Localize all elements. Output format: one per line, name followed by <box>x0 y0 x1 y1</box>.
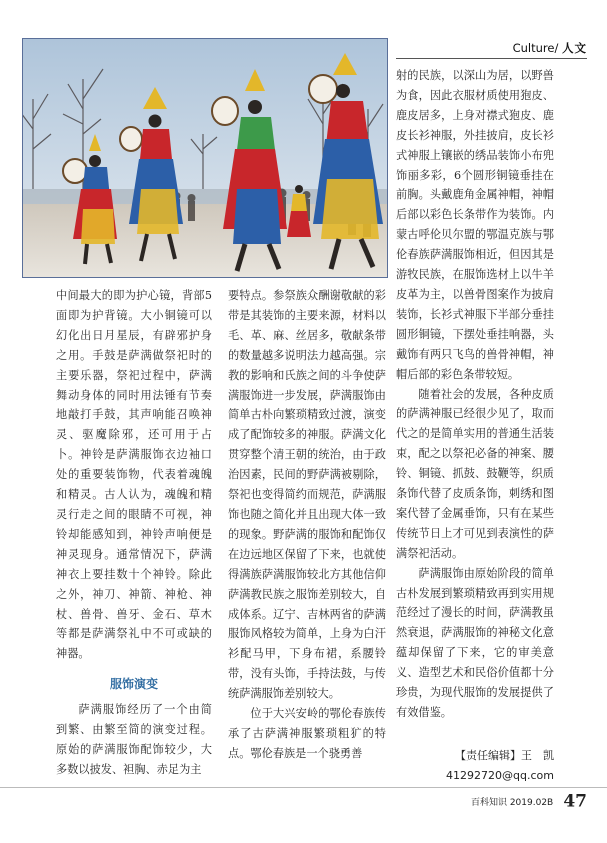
paragraph: 萨满服饰由原始阶段的简单古朴发展到繁琐精致再到实用规范经过了漫长的时间，萨满教虽然衰退，萨满服饰的神秘文化意蕴却保留了下来，它的审美意义、造型艺术和民俗价值都十分珍贵，为现代服饰的发展提供了有效借鉴。 <box>396 566 554 719</box>
page-footer <box>471 791 587 812</box>
editor-label: 【责任编辑】王 凯 <box>455 749 554 762</box>
dance-photo <box>22 38 388 278</box>
editor-email: 41292720@qq.com <box>446 769 554 782</box>
section-tag-chinese: 人文 <box>562 41 587 55</box>
editor-credit <box>396 746 554 786</box>
section-tag <box>513 40 587 56</box>
column-3 <box>396 66 554 723</box>
page-number: 47 <box>563 791 587 812</box>
section-tag-rule <box>396 58 587 59</box>
paragraph: 要特点。参祭族众酬谢敬献的彩带是其装饰的主要来源，材料以毛、革、麻、丝居多，敬献条带的数量越多说明法力越高强。宗教的影响和氏族之间的斗争使萨满服饰进一步发展，萨满服饰由简单古朴向繁琐精致过渡，演变成了配饰较多的神服。萨满文化贯穿整个清王朝的统治，由于政治因素，民间的野萨满被剔除，祭祀也变得简约而规范，萨满服饰也随之简化并且出现大体一致的现象。野萨满的服饰和配饰仅在边远地区保留了下来，也就使得满族萨满服饰较北方其他信仰萨满教民族之服饰差别较大，自成体系。辽宁、吉林两省的萨满服饰风格较为简单，上身为白汗衫配马甲，下身布裙，系腰铃带，没有头饰，手持法鼓，与传统萨满服饰差别较大。 <box>228 289 386 701</box>
paragraph: 萨满服饰经历了一个由简到繁、由繁至简的演变过程。原始的萨满服饰配饰较少，大多数以披发、袒胸、赤足为主 <box>56 703 212 776</box>
paragraph: 随着社会的发展，各种皮质的萨满神服已经很少见了，取而代之的是简单实用的普通生活装束，配之以祭祀必备的神案、腰铃、铜镜、抓鼓、鼓鞭等，织质条饰代替了皮质条饰，刺绣和图案代替了金属垂饰，只有在某些传统节日上才可见到表演性的萨满祭祀活动。 <box>396 387 554 560</box>
section-heading: 服饰演变 <box>109 677 158 691</box>
column-1 <box>56 286 212 664</box>
paragraph: 位于大兴安岭的鄂伦春族传承了古萨满神服繁琐粗犷的特点。鄂伦春族是一个骁勇善 <box>228 707 386 760</box>
column-2 <box>228 286 386 764</box>
magazine-issue: 百科知识 2019.02B <box>470 798 554 808</box>
paragraph: 中间最大的即为护心镜，背部5面即为护背镜。大小铜镜可以幻化出日月星辰，有辟邪护身之用。手鼓是萨满做祭祀时的主要乐器，祭祀过程中，萨满舞动身体的同时用法锤有节奏地敲打手鼓，其声响能召唤神灵、驱魔除邪，还可用于占卜。神铃是萨满服饰衣边袖口处的重要装饰物，代表着魂魄和精灵。古人认为，魂魄和精灵行走之间的眼睛不可视，神铃却能感知到，神铃声响便是神灵现身。通常情况下，萨满神衣上要挂数十个神铃。除此之外，神刀、神箭、神枪、神杖、兽骨、兽牙、金石、草木等都是萨满祭礼中不可或缺的神器。 <box>56 289 212 661</box>
section-tag-english: Culture/ <box>512 41 559 55</box>
footer-rule <box>0 787 607 788</box>
column-1-after-heading <box>56 700 212 780</box>
paragraph: 射的民族，以深山为居，以野兽为食，因此衣服材质使用狍皮、鹿皮居多，上身对襟式狍皮、鹿皮长衫神服，外挂披肩，皮长衫式神服上镶嵌的绣品装饰小布兜饰丽多彩，6个圆形铜镜垂挂在前胸。头戴鹿角金属神帽，神帽后部以彩色长条带作为装饰。内蒙古呼伦贝尔盟的鄂温克族与鄂伦春族萨满服饰相近，但因其是游牧民族，在服饰选材上以牛羊皮革为主，以兽骨图案作为披肩装饰，长衫式神服下半部分垂挂圆形铜镜，下摆处垂挂响器，头戴饰有两只飞鸟的兽骨神帽，神帽后部的彩色条带较短。 <box>396 69 554 381</box>
